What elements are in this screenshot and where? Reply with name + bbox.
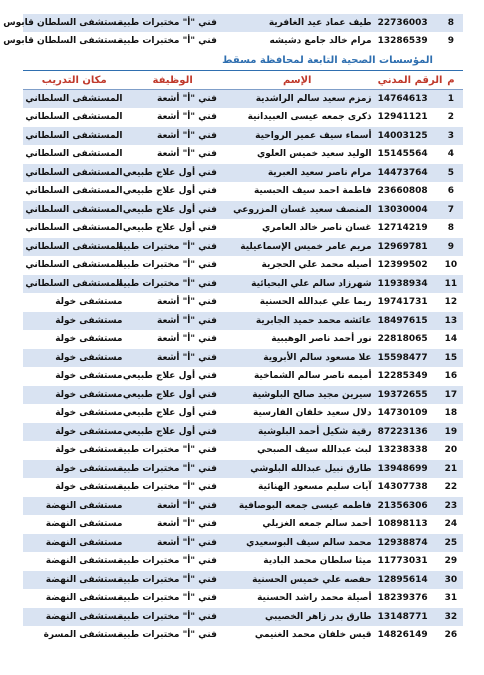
- cell-name: ذكرى جمعه عيسى العبيدانية: [220, 108, 375, 127]
- cell-civil-id: 12895614: [375, 571, 439, 590]
- cell-number: 5: [439, 164, 463, 183]
- cell-training-place: مستشفى السلطان قابوس: [23, 32, 125, 51]
- cell-name: فاطمة احمد سيف الحبسية: [220, 182, 375, 201]
- cell-civil-id: 12941121: [375, 108, 439, 127]
- cell-job: فني "أ" أشعة: [125, 497, 219, 516]
- cell-training-place: المستشفى السلطاني: [23, 127, 125, 146]
- cell-civil-id: 18239376: [375, 589, 439, 608]
- table-row: [23, 552, 463, 571]
- cell-training-place: المستشفى السلطاني: [23, 145, 125, 164]
- cell-civil-id: 14307738: [375, 478, 439, 497]
- cell-name: أحمد سالم جمعه الغزيلي: [220, 515, 375, 534]
- cell-name: أصيله محمد علي الحجرية: [220, 256, 375, 275]
- cell-number: 3: [439, 127, 463, 146]
- cell-training-place: مستشفى خولة: [23, 312, 125, 331]
- cell-training-place: مستشفى خولة: [23, 423, 125, 442]
- cell-job: فني أول علاج طبيعي: [125, 386, 219, 405]
- cell-job: فني "أ" مختبرات طبية: [125, 571, 219, 590]
- cell-training-place: المستشفى السلطاني: [23, 219, 125, 238]
- cell-job: فني "أ" مختبرات طبية: [125, 32, 219, 51]
- cell-civil-id: 14473764: [375, 164, 439, 183]
- cell-name: نور أحمد ناصر الوهيبية: [220, 330, 375, 349]
- cell-name: شهرزاد سالم علي البحيائية: [220, 275, 375, 294]
- cell-job: فني "أ" مختبرات طبية: [125, 275, 219, 294]
- cell-job: فني "أ" مختبرات طبية: [125, 589, 219, 608]
- cell-name: لبث عبدالله سيف الصبحي: [220, 441, 375, 460]
- table-row: [23, 14, 463, 32]
- table-header-row: [23, 71, 463, 90]
- cell-training-place: مستشفى النهضة: [23, 497, 125, 516]
- cell-job: فني "أ" مختبرات طبية: [125, 552, 219, 571]
- table-row: [23, 478, 463, 497]
- table-row: [23, 201, 463, 220]
- cell-training-place: المستشفى السلطاني: [23, 275, 125, 294]
- cell-civil-id: 10898113: [375, 515, 439, 534]
- cell-civil-id: 12938874: [375, 534, 439, 553]
- cell-name: حفصه علي خميس الحسنية: [220, 571, 375, 590]
- cell-number: 17: [439, 386, 463, 405]
- table-row: [23, 515, 463, 534]
- cell-job: فني أول علاج طبيعي: [125, 367, 219, 386]
- table-row: [23, 423, 463, 442]
- cell-job: فني "أ" مختبرات طبية: [125, 478, 219, 497]
- table-row: [23, 460, 463, 479]
- cell-civil-id: 13286539: [375, 32, 439, 51]
- table-row: [23, 349, 463, 368]
- cell-name: فاطمه عيسى جمعه البوصافية: [220, 497, 375, 516]
- cell-training-place: المستشفى السلطاني: [23, 238, 125, 257]
- cell-name: قيس خلفان محمد الغنيمي: [220, 626, 375, 645]
- cell-civil-id: 12399502: [375, 256, 439, 275]
- cell-civil-id: 18497615: [375, 312, 439, 331]
- cell-civil-id: 12285349: [375, 367, 439, 386]
- cell-job: فني "أ" أشعة: [125, 145, 219, 164]
- table-row: [23, 108, 463, 127]
- cell-job: فني "أ" أشعة: [125, 312, 219, 331]
- cell-training-place: مستشفى النهضة: [23, 515, 125, 534]
- cell-training-place: مستشفى النهضة: [23, 571, 125, 590]
- cell-number: 32: [439, 608, 463, 627]
- cell-civil-id: 12714219: [375, 219, 439, 238]
- cell-training-place: مستشفى خولة: [23, 330, 125, 349]
- main-rows: [23, 90, 463, 645]
- cell-civil-id: 14003125: [375, 127, 439, 146]
- cell-civil-id: 14730109: [375, 404, 439, 423]
- cell-job: فني "أ" مختبرات طبية: [125, 460, 219, 479]
- table-row: [23, 182, 463, 201]
- cell-civil-id: 87223136: [375, 423, 439, 442]
- table-row: [23, 534, 463, 553]
- cell-civil-id: 19372655: [375, 386, 439, 405]
- cell-civil-id: 15598477: [375, 349, 439, 368]
- cell-civil-id: 13148771: [375, 608, 439, 627]
- cell-number: 8: [439, 14, 463, 32]
- cell-civil-id: 13948699: [375, 460, 439, 479]
- table-row: [23, 145, 463, 164]
- cell-training-place: المستشفى السلطاني: [23, 90, 125, 109]
- cell-training-place: مستشفى النهضة: [23, 589, 125, 608]
- cell-training-place: مستشفى خولة: [23, 441, 125, 460]
- table-row: [23, 90, 463, 109]
- cell-number: 22: [439, 478, 463, 497]
- cell-name: أصيلة محمد راشد الحسنية: [220, 589, 375, 608]
- cell-civil-id: 13238338: [375, 441, 439, 460]
- cell-job: فني "أ" مختبرات طبية: [125, 238, 219, 257]
- table-row: [23, 312, 463, 331]
- cell-job: فني "أ" أشعة: [125, 90, 219, 109]
- table-row: [23, 571, 463, 590]
- cell-training-place: مستشفى خولة: [23, 293, 125, 312]
- cell-training-place: المستشفى السلطاني: [23, 256, 125, 275]
- cell-job: فني "أ" أشعة: [125, 127, 219, 146]
- cell-civil-id: 23660808: [375, 182, 439, 201]
- cell-number: 16: [439, 367, 463, 386]
- cell-number: 9: [439, 238, 463, 257]
- cell-training-place: مستشفى خولة: [23, 478, 125, 497]
- cell-number: 29: [439, 552, 463, 571]
- cell-number: 11: [439, 275, 463, 294]
- cell-training-place: المستشفى السلطاني: [23, 201, 125, 220]
- cell-number: 24: [439, 515, 463, 534]
- table-row: [23, 127, 463, 146]
- header-training-place: مكان التدريب: [23, 71, 125, 90]
- cell-number: 23: [439, 497, 463, 516]
- section-block: [23, 51, 463, 90]
- cell-name: مرام ناصر سعيد العبرية: [220, 164, 375, 183]
- cell-name: الوليد سعيد خميس العلوي: [220, 145, 375, 164]
- cell-job: فني أول علاج طبيعي: [125, 219, 219, 238]
- table-row: [23, 164, 463, 183]
- cell-training-place: مستشفى خولة: [23, 386, 125, 405]
- cell-name: أميمه ناصر سالم الشماخية: [220, 367, 375, 386]
- cell-job: فني أول علاج طبيعي: [125, 201, 219, 220]
- cell-job: فني "أ" مختبرات طبية: [125, 608, 219, 627]
- cell-number: 20: [439, 441, 463, 460]
- cell-training-place: مستشفى النهضة: [23, 608, 125, 627]
- cell-job: فني "أ" أشعة: [125, 534, 219, 553]
- section-title: المؤسسات الصحية التابعة لمحافظة مسقط: [23, 51, 463, 71]
- cell-name: علا مسعود سالم الأبروية: [220, 349, 375, 368]
- cell-name: سيرين مجيد صالح البلوشية: [220, 386, 375, 405]
- cell-training-place: مستشفى خولة: [23, 404, 125, 423]
- cell-civil-id: 22736003: [375, 14, 439, 32]
- document-sheet: [3, 14, 463, 645]
- cell-number: 25: [439, 534, 463, 553]
- table-row: [23, 238, 463, 257]
- cell-job: فني "أ" أشعة: [125, 515, 219, 534]
- table-row: [23, 441, 463, 460]
- header-job: الوظيفة: [125, 71, 219, 90]
- table-row: [23, 330, 463, 349]
- table-row: [23, 256, 463, 275]
- table-row: [23, 32, 463, 51]
- cell-number: 12: [439, 293, 463, 312]
- cell-name: مريم عامر خميس الإسماعيلية: [220, 238, 375, 257]
- cell-civil-id: 15145564: [375, 145, 439, 164]
- cell-name: طارق بدر زاهر الخصيبي: [220, 608, 375, 627]
- table-row: [23, 626, 463, 645]
- cell-number: 21: [439, 460, 463, 479]
- cell-name: عائشه محمد حميد الجابرية: [220, 312, 375, 331]
- cell-number: 30: [439, 571, 463, 590]
- cell-name: أسماء سيف عمير الرواحية: [220, 127, 375, 146]
- cell-number: 19: [439, 423, 463, 442]
- cell-civil-id: 11938934: [375, 275, 439, 294]
- cell-name: المنصف سعيد غسان المزروعي: [220, 201, 375, 220]
- header-number: م: [439, 71, 463, 90]
- table-row: [23, 367, 463, 386]
- cell-training-place: المستشفى السلطاني: [23, 108, 125, 127]
- table-row: [23, 589, 463, 608]
- table-row: [23, 404, 463, 423]
- cell-training-place: مستشفى النهضة: [23, 534, 125, 553]
- cell-number: 9: [439, 32, 463, 51]
- cell-civil-id: 14826149: [375, 626, 439, 645]
- cell-training-place: مستشفى المسرة: [23, 626, 125, 645]
- table-row: [23, 386, 463, 405]
- table-row: [23, 608, 463, 627]
- cell-civil-id: 21356306: [375, 497, 439, 516]
- cell-name: آيات سليم مسعود الهنائية: [220, 478, 375, 497]
- header-name: الإسم: [220, 71, 375, 90]
- cell-number: 14: [439, 330, 463, 349]
- cell-job: فني "أ" مختبرات طبية: [125, 14, 219, 32]
- cell-civil-id: 19741731: [375, 293, 439, 312]
- cell-name: ميثا سلطان محمد البادية: [220, 552, 375, 571]
- cell-name: محمد سالم سيف البوسعيدي: [220, 534, 375, 553]
- cell-job: فني "أ" مختبرات طبية: [125, 441, 219, 460]
- top-rows: [3, 14, 463, 51]
- cell-number: 10: [439, 256, 463, 275]
- cell-job: فني أول علاج طبيعي: [125, 423, 219, 442]
- cell-number: 13: [439, 312, 463, 331]
- cell-name: زمزم سعيد سالم الراشدية: [220, 90, 375, 109]
- cell-number: 26: [439, 626, 463, 645]
- trainees-table: [3, 14, 463, 645]
- cell-training-place: المستشفى السلطاني: [23, 182, 125, 201]
- cell-civil-id: 13030004: [375, 201, 439, 220]
- table-row: [23, 219, 463, 238]
- cell-training-place: مستشفى خولة: [23, 349, 125, 368]
- cell-training-place: مستشفى السلطان قابوس: [23, 14, 125, 32]
- table-row: [23, 293, 463, 312]
- cell-name: طيف عماد عيد الغافرية: [220, 14, 375, 32]
- cell-number: 4: [439, 145, 463, 164]
- cell-job: فني أول علاج طبيعي: [125, 164, 219, 183]
- table-row: [23, 275, 463, 294]
- cell-civil-id: 12969781: [375, 238, 439, 257]
- cell-name: رقية شكيل أحمد البلوشية: [220, 423, 375, 442]
- cell-number: 6: [439, 182, 463, 201]
- cell-number: 18: [439, 404, 463, 423]
- cell-number: 7: [439, 201, 463, 220]
- cell-job: فني "أ" مختبرات طبية: [125, 256, 219, 275]
- cell-training-place: مستشفى النهضة: [23, 552, 125, 571]
- cell-job: فني "أ" مختبرات طبية: [125, 626, 219, 645]
- table-row: [23, 497, 463, 516]
- header-civil-id: الرقم المدني: [375, 71, 439, 90]
- cell-number: 1: [439, 90, 463, 109]
- cell-training-place: مستشفى خولة: [23, 367, 125, 386]
- cell-civil-id: 14764613: [375, 90, 439, 109]
- cell-name: غسان ناصر خالد العامري: [220, 219, 375, 238]
- cell-job: فني أول علاج طبيعي: [125, 182, 219, 201]
- cell-number: 31: [439, 589, 463, 608]
- cell-number: 2: [439, 108, 463, 127]
- cell-job: فني "أ" أشعة: [125, 108, 219, 127]
- cell-name: طارق نبيل عبدالله البلوشي: [220, 460, 375, 479]
- cell-name: مرام خالد جامع دشيشه: [220, 32, 375, 51]
- cell-job: فني "أ" أشعة: [125, 349, 219, 368]
- cell-name: ريما علي عبدالله الحسنية: [220, 293, 375, 312]
- cell-training-place: مستشفى خولة: [23, 460, 125, 479]
- cell-number: 8: [439, 219, 463, 238]
- cell-civil-id: 11773031: [375, 552, 439, 571]
- cell-name: دلال سعيد خلفان الفارسية: [220, 404, 375, 423]
- cell-number: 15: [439, 349, 463, 368]
- cell-job: فني "أ" أشعة: [125, 293, 219, 312]
- cell-job: فني أول علاج طبيعي: [125, 404, 219, 423]
- cell-civil-id: 22818065: [375, 330, 439, 349]
- cell-job: فني "أ" أشعة: [125, 330, 219, 349]
- cell-training-place: المستشفى السلطاني: [23, 164, 125, 183]
